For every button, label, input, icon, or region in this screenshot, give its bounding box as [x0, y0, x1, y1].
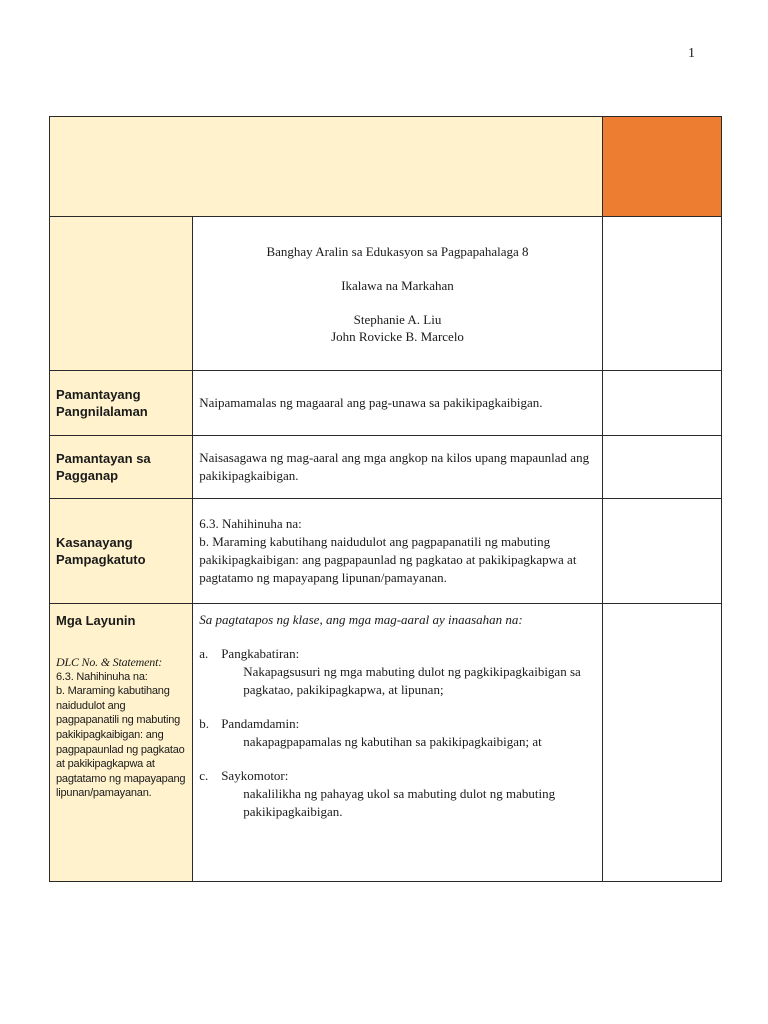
row-content: Naisasagawa ng mag-aaral ang mga angkop na kilos upang mapaunlad ang pakikipagkaibigan. — [199, 450, 590, 483]
title-row-label — [50, 217, 193, 371]
dlc-code: 6.3. Nahihinuha na: — [56, 670, 148, 683]
row-pamantayan-sa-pagganap — [50, 436, 722, 499]
author-1: Stephanie A. Liu — [353, 311, 442, 327]
row-side — [602, 604, 721, 882]
objective-item — [199, 767, 596, 821]
objective-item — [199, 645, 596, 699]
row-label: Pamantayang Pangnilalaman — [56, 387, 148, 419]
author-2: John Rovicke B. Marcelo — [331, 328, 464, 344]
objective-item — [199, 715, 596, 751]
title-row-side — [602, 217, 721, 371]
objective-marker: b. — [199, 716, 209, 731]
objectives-cell — [193, 604, 603, 882]
objective-text: Nakapagsusuri ng mga mabuting dulot ng pagkikipagkaibigan sa pagkatao, pakikipagkapwa, at lipunan; — [243, 664, 581, 697]
title-block — [193, 217, 603, 371]
row-label: Kasanayang Pampagkatuto — [56, 535, 146, 567]
objective-text: nakapagpapamalas ng kabutihan sa pakikipagkaibigan; at — [243, 734, 542, 749]
row-content: b. Maraming kabutihang naidudulot ang pagpapanatili ng mabuting pakikipagkaibigan: ang pagpapaunlad ng pagkatao at pakikipagkapwa at pagtatamo ng mapayapang lipunan/pamayanan. — [199, 534, 577, 585]
row-kasanayang-pampagkatuto — [50, 499, 722, 604]
header-band — [50, 117, 603, 217]
objective-heading: Saykomotor: — [221, 768, 289, 783]
row-pamantayang-pangnilalaman — [50, 371, 722, 436]
lesson-title: Banghay Aralin sa Edukasyon sa Pagpapahalaga 8 — [266, 243, 529, 259]
quarter-label: Ikalawa na Markahan — [341, 277, 454, 293]
row-side — [602, 436, 721, 499]
header-row — [50, 117, 722, 217]
objectives-intro: Sa pagtatapos ng klase, ang mga mag-aaral ay inaasahan na: — [199, 612, 523, 627]
row-mga-layunin — [50, 604, 722, 882]
lesson-plan-table — [49, 116, 722, 882]
row-label: Pamantayan sa Pagganap — [56, 451, 151, 483]
dlc-text: b. Maraming kabutihang naidudulot ang pagpapanatili ng mabuting pakikipagkaibigan: ang pagpapaunlad ng pagkatao at pakikipagkapwa at pagtatamo ng mapayapang lipunan/pamayanan. — [56, 685, 186, 800]
objective-text: nakalilikha ng pahayag ukol sa mabuting dulot ng mabuting pakikipagkaibigan. — [243, 786, 556, 819]
title-row — [50, 217, 722, 371]
page-number: 1 — [688, 46, 695, 61]
objective-heading: Pangkabatiran: — [221, 646, 300, 661]
row-content-code: 6.3. Nahihinuha na: — [199, 516, 302, 531]
row-label: Mga Layunin — [56, 613, 136, 628]
objective-marker: a. — [199, 646, 209, 661]
dlc-block — [56, 655, 186, 801]
objective-heading: Pandamdamin: — [221, 716, 300, 731]
objective-marker: c. — [199, 768, 209, 783]
row-content: Naipamamalas ng magaaral ang pag-unawa sa pakikipagkaibigan. — [199, 395, 543, 410]
dlc-title: DLC No. & Statement: — [56, 655, 162, 669]
row-side — [602, 371, 721, 436]
row-side — [602, 499, 721, 604]
header-accent-block — [602, 117, 721, 217]
